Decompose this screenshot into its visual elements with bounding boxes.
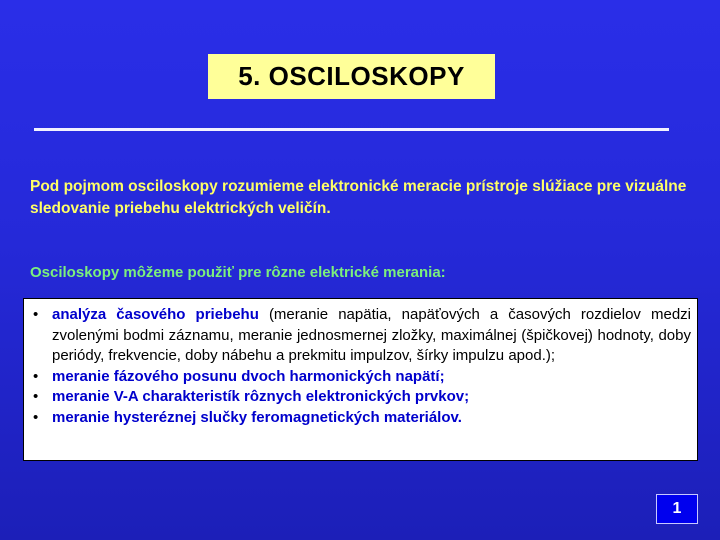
slide-title-box xyxy=(208,54,495,99)
list-item-lead: analýza časového priebehu xyxy=(52,306,259,323)
measurements-list xyxy=(30,305,691,428)
list-item xyxy=(30,408,691,429)
list-item-lead: meranie V-A charakteristík rôznych elektronických prvkov; xyxy=(52,388,470,405)
page-number-badge: 1 xyxy=(656,494,698,524)
title-underline-rule xyxy=(34,128,669,131)
bullet-icon: • xyxy=(33,408,39,426)
measurements-list-box xyxy=(23,298,698,461)
list-item xyxy=(30,387,691,408)
list-item xyxy=(30,305,691,367)
list-item xyxy=(30,367,691,388)
bullet-icon: • xyxy=(33,306,39,323)
intro-paragraph: Pod pojmom osciloskopy rozumieme elektronické meracie prístroje slúžiace pre vizuálne sledovanie priebehu elektrických veličín. xyxy=(30,178,687,217)
measurements-subheading: Osciloskopy môžeme použiť pre rôzne elektrické merania: xyxy=(30,264,446,281)
list-item-lead: meranie hysteréznej slučky feromagnetických materiálov. xyxy=(52,408,462,426)
list-item-detail: (meranie napätia, napäťových a časových rozdielov medzi zvolenými bodmi záznamu, meranie jednosmernej zložky, maximálnej (špičkovej) hodnoty, doby periódy, frekvencie, doby nábehu a prekmitu impulzov, šírky impulzu apod.); xyxy=(52,306,691,364)
bullet-icon: • xyxy=(33,388,39,405)
bullet-icon: • xyxy=(33,367,39,385)
slide-title: 5. OSCILOSKOPY xyxy=(238,61,465,91)
list-item-lead: meranie fázového posunu dvoch harmonických napätí; xyxy=(52,367,445,385)
